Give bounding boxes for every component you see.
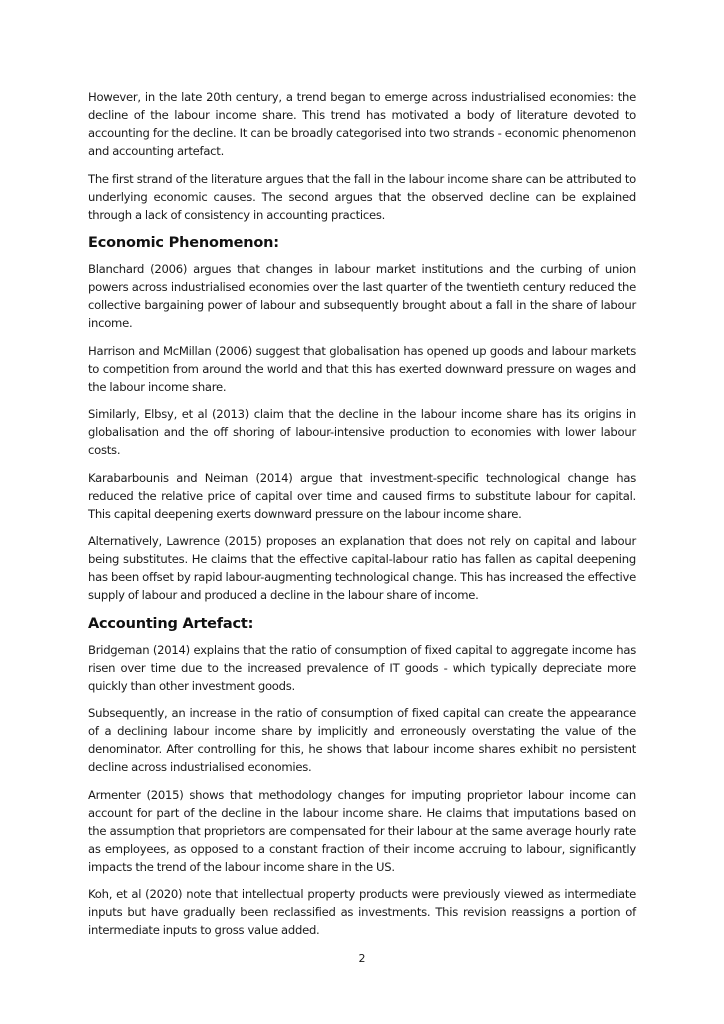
- paragraph-lawrence: Alternatively, Lawrence (2015) proposes an explanation that does not rely on capital and labour being substitutes. He claims that the effective capital-labour ratio has fallen as capital deepening has been offset by rapid labour-augmenting technological change. This has increased the effective supply of labour and produced a decline in the labour share of income.: [88, 534, 636, 602]
- paragraph-karabarbounis-neiman: Karabarbounis and Neiman (2014) argue that investment-specific technological change has reduced the relative price of capital over time and caused firms to substitute labour for capital. This capital deepening exerts downward pressure on the labour income share.: [88, 470, 636, 521]
- paragraph-intro-decline: However, in the late 20th century, a trend began to emerge across industrialised economies: the decline of the labour income share. This trend has motivated a body of literature devoted to accounting for the decline. It can be broadly categorised into two strands - economic phenomenon and accounting artefact.: [88, 90, 636, 158]
- paragraph-bridgeman: Bridgeman (2014) explains that the ratio of consumption of fixed capital to aggregate income has risen over time due to the increased prevalence of IT goods - which typically depreciate more quickly than other investment goods.: [88, 642, 636, 693]
- paragraph-harrison-mcmillan: Harrison and McMillan (2006) suggest that globalisation has opened up goods and labour markets to competition from around the world and that this has exerted downward pressure on wages and the labour income share.: [88, 343, 636, 394]
- heading-economic-phenomenon: Economic Phenomenon:: [88, 235, 279, 251]
- page-number: 2: [358, 952, 366, 965]
- paragraph-intro-strands: The first strand of the literature argues that the fall in the labour income share can be attributed to underlying economic causes. The second argues that the observed decline can be explained through a lack of consistency in accounting practices.: [88, 171, 636, 222]
- paragraph-elbsy: Similarly, Elbsy, et al (2013) claim that the decline in the labour income share has its origins in globalisation and the off shoring of labour-intensive production to economies with lower labour costs.: [88, 407, 636, 457]
- paragraph-blanchard: Blanchard (2006) argues that changes in labour market institutions and the curbing of union powers across industrialised economies over the last quarter of the twentieth century reduced the collective bargaining power of labour and subsequently brought about a fall in the share of labour income.: [88, 262, 636, 330]
- heading-accounting-artefact: Accounting Artefact:: [88, 615, 254, 632]
- paragraph-subsequently: Subsequently, an increase in the ratio of consumption of fixed capital can create the appearance of a declining labour income share by implicitly and erroneously overstating the value of the denominator. After controlling for this, he shows that labour income shares exhibit no persistent decline across industrialised economies.: [88, 706, 636, 774]
- paragraph-armenter: Armenter (2015) shows that methodology changes for imputing proprietor labour income can account for part of the decline in the labour income share. He claims that imputations based on the assumption that proprietors are compensated for their labour at the same average hourly rate as employees, as opposed to a constant fraction of their income accruing to labour, significantly impacts the trend of the labour income share in the US.: [88, 787, 636, 874]
- document-page: [88, 88, 636, 949]
- paragraph-koh: Koh, et al (2020) note that intellectual property products were previously viewed as intermediate inputs but have gradually been reclassified as investments. This revision reassigns a portion of intermediate inputs to gross value added.: [88, 887, 636, 937]
